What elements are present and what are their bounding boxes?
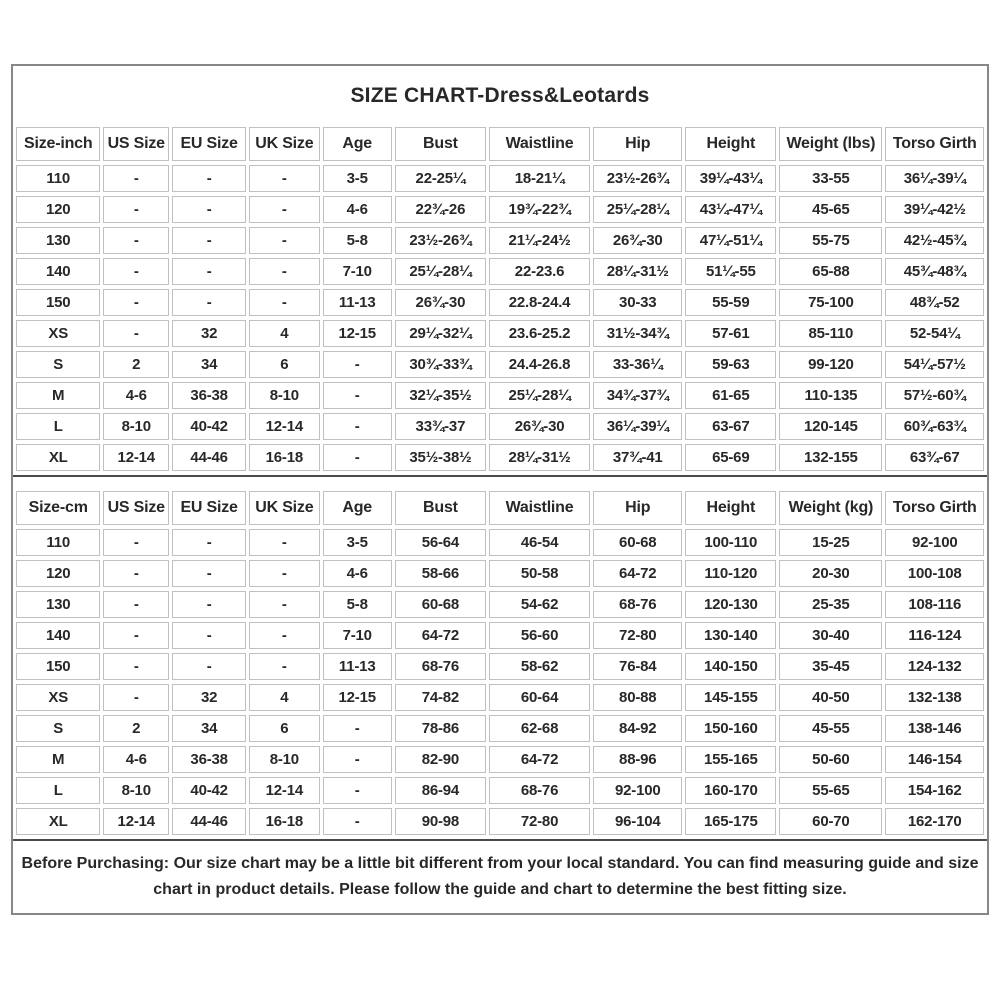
table-cell: 160-170 — [685, 777, 776, 804]
column-header: US Size — [103, 127, 169, 161]
table-cell: 72-80 — [593, 622, 682, 649]
table-cell: 80-88 — [593, 684, 682, 711]
table-cell: 162-170 — [885, 808, 984, 835]
purchasing-note: Before Purchasing: Our size chart may be a little bit different from your local standard. You can find measuring guide and size chart in product details. Please follow the guide and chart to determine the best fitting size. — [21, 855, 979, 898]
table-cell: - — [172, 622, 246, 649]
table-cell: 88-96 — [593, 746, 682, 773]
table-cell: 5-8 — [323, 227, 392, 254]
table-cell: 120-130 — [685, 591, 776, 618]
table-cell: - — [172, 196, 246, 223]
table-row — [16, 351, 984, 378]
table-cell: XL — [16, 808, 100, 835]
table-cell: 150-160 — [685, 715, 776, 742]
column-header: Size-inch — [16, 127, 100, 161]
table-cell: 4-6 — [103, 746, 169, 773]
table-cell: 28¼-31½ — [489, 444, 590, 471]
table-cell: 11-13 — [323, 653, 392, 680]
table-cell: - — [103, 684, 169, 711]
table-cell: 18-21¼ — [489, 165, 590, 192]
table-cell: 99-120 — [779, 351, 882, 378]
table-cell: 130 — [16, 227, 100, 254]
table-cell: 5-8 — [323, 591, 392, 618]
table-cell: S — [16, 351, 100, 378]
table-cell: - — [172, 591, 246, 618]
table-cell: - — [103, 196, 169, 223]
table-cell: 32¼-35½ — [395, 382, 486, 409]
column-header: Torso Girth — [885, 127, 984, 161]
table-cell: - — [249, 258, 319, 285]
table-cell: 30-40 — [779, 622, 882, 649]
table-cell: 108-116 — [885, 591, 984, 618]
table-cell: 155-165 — [685, 746, 776, 773]
table-cell: - — [172, 653, 246, 680]
table-cell: 54-62 — [489, 591, 590, 618]
table-cell: 92-100 — [593, 777, 682, 804]
table-cell: 8-10 — [249, 746, 319, 773]
table-cell: M — [16, 746, 100, 773]
table-cell: 32 — [172, 684, 246, 711]
table-row — [16, 320, 984, 347]
table-cell: 62-68 — [489, 715, 590, 742]
table-cell: 12-15 — [323, 320, 392, 347]
table-cell: - — [249, 227, 319, 254]
table-cell: 68-76 — [489, 777, 590, 804]
table-cell: - — [323, 413, 392, 440]
table-cell: 45-65 — [779, 196, 882, 223]
table-cell: 130 — [16, 591, 100, 618]
table-cell: 85-110 — [779, 320, 882, 347]
table-cell: 23½-26¾ — [395, 227, 486, 254]
table-cell: 72-80 — [489, 808, 590, 835]
table-cell: 45¾-48¾ — [885, 258, 984, 285]
table-cell: 42½-45¾ — [885, 227, 984, 254]
column-header: US Size — [103, 491, 169, 525]
table-cell: 120 — [16, 560, 100, 587]
table-cell: 75-100 — [779, 289, 882, 316]
table-cell: - — [103, 289, 169, 316]
table-cell: 43¼-47¼ — [685, 196, 776, 223]
table-cell: - — [323, 444, 392, 471]
table-cell: 8-10 — [103, 413, 169, 440]
table-cell: 23½-26¾ — [593, 165, 682, 192]
table-cell: - — [172, 529, 246, 556]
table-row — [16, 591, 984, 618]
table-cell: 150 — [16, 653, 100, 680]
column-header: Age — [323, 491, 392, 525]
table-cell: XL — [16, 444, 100, 471]
table-row — [16, 746, 984, 773]
table-cell: - — [172, 289, 246, 316]
table-cell: 36-38 — [172, 746, 246, 773]
table-cell: 12-14 — [249, 777, 319, 804]
table-cell: 58-66 — [395, 560, 486, 587]
table-cell: L — [16, 413, 100, 440]
table-row — [16, 653, 984, 680]
table-cell: 26¾-30 — [395, 289, 486, 316]
table-cell: 4 — [249, 320, 319, 347]
table-cell: 12-14 — [103, 444, 169, 471]
table-cell: - — [103, 529, 169, 556]
table-cell: 55-75 — [779, 227, 882, 254]
table-cell: - — [323, 746, 392, 773]
table-cell: 54¼-57½ — [885, 351, 984, 378]
table-cell: 33¾-37 — [395, 413, 486, 440]
column-header: Age — [323, 127, 392, 161]
table-cell: L — [16, 777, 100, 804]
table-cell: 22.8-24.4 — [489, 289, 590, 316]
table-cell: 110 — [16, 529, 100, 556]
table-cell: 46-54 — [489, 529, 590, 556]
table-cell: - — [323, 808, 392, 835]
column-header: Waistline — [489, 127, 590, 161]
table-cell: 60-68 — [395, 591, 486, 618]
table-row — [16, 165, 984, 192]
table-cell: 36¼-39¼ — [885, 165, 984, 192]
table-cell: 32 — [172, 320, 246, 347]
column-header: Weight (kg) — [779, 491, 882, 525]
table-cell: 15-25 — [779, 529, 882, 556]
table-cell: 2 — [103, 351, 169, 378]
table-cell: - — [103, 320, 169, 347]
table-row — [16, 289, 984, 316]
header-row — [16, 491, 984, 525]
table-cell: 12-14 — [103, 808, 169, 835]
table-cell: - — [103, 258, 169, 285]
table-cell: 58-62 — [489, 653, 590, 680]
size-chart-panel — [11, 64, 989, 915]
column-header: Size-cm — [16, 491, 100, 525]
table-cell: 60-70 — [779, 808, 882, 835]
table-cell: - — [103, 653, 169, 680]
table-cell: 57½-60¾ — [885, 382, 984, 409]
table-cell: 39¼-42½ — [885, 196, 984, 223]
table-cell: - — [249, 289, 319, 316]
table-cell: 2 — [103, 715, 169, 742]
table-cell: - — [172, 258, 246, 285]
size-table-cm — [13, 487, 987, 839]
table-cell: 30-33 — [593, 289, 682, 316]
table-cell: 154-162 — [885, 777, 984, 804]
table-cell: 20-30 — [779, 560, 882, 587]
table-cell: 39¼-43¼ — [685, 165, 776, 192]
table-cell: - — [249, 196, 319, 223]
table-row — [16, 258, 984, 285]
table-cell: 61-65 — [685, 382, 776, 409]
table-cell: 120 — [16, 196, 100, 223]
table-row — [16, 529, 984, 556]
table-cell: 4-6 — [323, 196, 392, 223]
column-header: EU Size — [172, 127, 246, 161]
table-cell: 110-120 — [685, 560, 776, 587]
table-cell: - — [103, 622, 169, 649]
table-cell: 25¼-28¼ — [489, 382, 590, 409]
table-cell: 55-65 — [779, 777, 882, 804]
table-cell: 16-18 — [249, 444, 319, 471]
table-cell: 76-84 — [593, 653, 682, 680]
table-cell: 140 — [16, 258, 100, 285]
chart-title: SIZE CHART-Dress&Leotards — [350, 84, 650, 107]
table-cell: - — [249, 560, 319, 587]
table-row — [16, 413, 984, 440]
table-cell: - — [249, 165, 319, 192]
table-cell: 45-55 — [779, 715, 882, 742]
table-cell: - — [323, 777, 392, 804]
table-cell: - — [323, 351, 392, 378]
table-cell: 52-54¼ — [885, 320, 984, 347]
table-cell: 36-38 — [172, 382, 246, 409]
table-cell: 78-86 — [395, 715, 486, 742]
column-header: Bust — [395, 491, 486, 525]
table-cell: 50-58 — [489, 560, 590, 587]
column-header: Hip — [593, 127, 682, 161]
table-cell: 56-64 — [395, 529, 486, 556]
table-cell: 3-5 — [323, 529, 392, 556]
table-cell: 84-92 — [593, 715, 682, 742]
table-cell: 26¾-30 — [593, 227, 682, 254]
table-cell: 116-124 — [885, 622, 984, 649]
table-cell: - — [172, 165, 246, 192]
table-cell: 6 — [249, 351, 319, 378]
table-cell: - — [172, 560, 246, 587]
table-cell: 145-155 — [685, 684, 776, 711]
table-cell: - — [103, 165, 169, 192]
table-cell: 120-145 — [779, 413, 882, 440]
column-header: Height — [685, 127, 776, 161]
table-cell: 140 — [16, 622, 100, 649]
table-cell: 22-23.6 — [489, 258, 590, 285]
table-row — [16, 227, 984, 254]
table-cell: 7-10 — [323, 258, 392, 285]
table-cell: 22-25¼ — [395, 165, 486, 192]
table-cell: 26¾-30 — [489, 413, 590, 440]
table-cell: 40-50 — [779, 684, 882, 711]
table-cell: 6 — [249, 715, 319, 742]
size-table-inch-section — [13, 123, 987, 477]
table-cell: 25-35 — [779, 591, 882, 618]
table-row — [16, 622, 984, 649]
table-cell: 8-10 — [249, 382, 319, 409]
table-cell: 110 — [16, 165, 100, 192]
table-row — [16, 560, 984, 587]
table-cell: 37¾-41 — [593, 444, 682, 471]
table-cell: 130-140 — [685, 622, 776, 649]
column-header: Torso Girth — [885, 491, 984, 525]
table-cell: 59-63 — [685, 351, 776, 378]
size-table-cm-section — [13, 487, 987, 841]
table-cell: - — [249, 622, 319, 649]
header-row — [16, 127, 984, 161]
table-cell: 56-60 — [489, 622, 590, 649]
table-cell: 40-42 — [172, 777, 246, 804]
table-cell: 55-59 — [685, 289, 776, 316]
table-cell: 68-76 — [593, 591, 682, 618]
table-cell: 60-64 — [489, 684, 590, 711]
table-cell: 34 — [172, 351, 246, 378]
table-cell: 36¼-39¼ — [593, 413, 682, 440]
size-table-inch — [13, 123, 987, 475]
table-cell: 47¼-51¼ — [685, 227, 776, 254]
table-cell: M — [16, 382, 100, 409]
table-cell: 150 — [16, 289, 100, 316]
table-cell: 25¼-28¼ — [593, 196, 682, 223]
column-header: Hip — [593, 491, 682, 525]
table-cell: 100-110 — [685, 529, 776, 556]
table-cell: 110-135 — [779, 382, 882, 409]
table-cell: 12-15 — [323, 684, 392, 711]
table-cell: - — [103, 227, 169, 254]
table-cell: 22¾-26 — [395, 196, 486, 223]
table-cell: - — [249, 653, 319, 680]
table-cell: 90-98 — [395, 808, 486, 835]
table-cell: 96-104 — [593, 808, 682, 835]
table-cell: 132-138 — [885, 684, 984, 711]
table-cell: 34¾-37¾ — [593, 382, 682, 409]
table-cell: - — [323, 715, 392, 742]
table-cell: 65-88 — [779, 258, 882, 285]
table-cell: 74-82 — [395, 684, 486, 711]
table-cell: 57-61 — [685, 320, 776, 347]
table-row — [16, 808, 984, 835]
table-cell: 51¼-55 — [685, 258, 776, 285]
table-row — [16, 382, 984, 409]
table-cell: 35-45 — [779, 653, 882, 680]
table-cell: 64-72 — [395, 622, 486, 649]
table-cell: 86-94 — [395, 777, 486, 804]
table-cell: - — [103, 591, 169, 618]
table-cell: 124-132 — [885, 653, 984, 680]
table-cell: 44-46 — [172, 444, 246, 471]
table-cell: 29¼-32¼ — [395, 320, 486, 347]
table-cell: 92-100 — [885, 529, 984, 556]
table-cell: 65-69 — [685, 444, 776, 471]
column-header: Waistline — [489, 491, 590, 525]
table-cell: 4 — [249, 684, 319, 711]
table-cell: 35½-38½ — [395, 444, 486, 471]
table-cell: S — [16, 715, 100, 742]
table-cell: 33-55 — [779, 165, 882, 192]
column-header: UK Size — [249, 491, 319, 525]
table-cell: 31½-34¾ — [593, 320, 682, 347]
table-cell: - — [323, 382, 392, 409]
table-cell: XS — [16, 320, 100, 347]
table-cell: 11-13 — [323, 289, 392, 316]
table-cell: 25¼-28¼ — [395, 258, 486, 285]
column-header: Weight (lbs) — [779, 127, 882, 161]
table-cell: 68-76 — [395, 653, 486, 680]
table-cell: 64-72 — [593, 560, 682, 587]
table-cell: 82-90 — [395, 746, 486, 773]
table-cell: 19¾-22¾ — [489, 196, 590, 223]
column-header: Bust — [395, 127, 486, 161]
table-row — [16, 444, 984, 471]
column-header: Height — [685, 491, 776, 525]
table-cell: 3-5 — [323, 165, 392, 192]
table-cell: 138-146 — [885, 715, 984, 742]
table-cell: 34 — [172, 715, 246, 742]
table-cell: 100-108 — [885, 560, 984, 587]
table-cell: 44-46 — [172, 808, 246, 835]
table-cell: 12-14 — [249, 413, 319, 440]
table-cell: 23.6-25.2 — [489, 320, 590, 347]
table-cell: 48¾-52 — [885, 289, 984, 316]
table-cell: 21¼-24½ — [489, 227, 590, 254]
table-cell: 63¾-67 — [885, 444, 984, 471]
table-cell: 8-10 — [103, 777, 169, 804]
column-header: UK Size — [249, 127, 319, 161]
table-cell: XS — [16, 684, 100, 711]
table-cell: 165-175 — [685, 808, 776, 835]
table-cell: 4-6 — [323, 560, 392, 587]
table-cell: 24.4-26.8 — [489, 351, 590, 378]
table-row — [16, 777, 984, 804]
table-cell: 16-18 — [249, 808, 319, 835]
column-header: EU Size — [172, 491, 246, 525]
table-cell: 132-155 — [779, 444, 882, 471]
table-cell: 146-154 — [885, 746, 984, 773]
table-cell: - — [172, 227, 246, 254]
table-cell: 30¾-33¾ — [395, 351, 486, 378]
table-cell: 140-150 — [685, 653, 776, 680]
table-cell: 7-10 — [323, 622, 392, 649]
table-row — [16, 684, 984, 711]
table-cell: 33-36¼ — [593, 351, 682, 378]
table-cell: 28¼-31½ — [593, 258, 682, 285]
table-cell: - — [103, 560, 169, 587]
table-cell: 50-60 — [779, 746, 882, 773]
table-cell: 63-67 — [685, 413, 776, 440]
table-cell: 64-72 — [489, 746, 590, 773]
table-cell: 40-42 — [172, 413, 246, 440]
table-row — [16, 196, 984, 223]
table-cell: 4-6 — [103, 382, 169, 409]
table-row — [16, 715, 984, 742]
table-cell: - — [249, 591, 319, 618]
table-cell: 60-68 — [593, 529, 682, 556]
table-cell: - — [249, 529, 319, 556]
table-cell: 60¾-63¾ — [885, 413, 984, 440]
